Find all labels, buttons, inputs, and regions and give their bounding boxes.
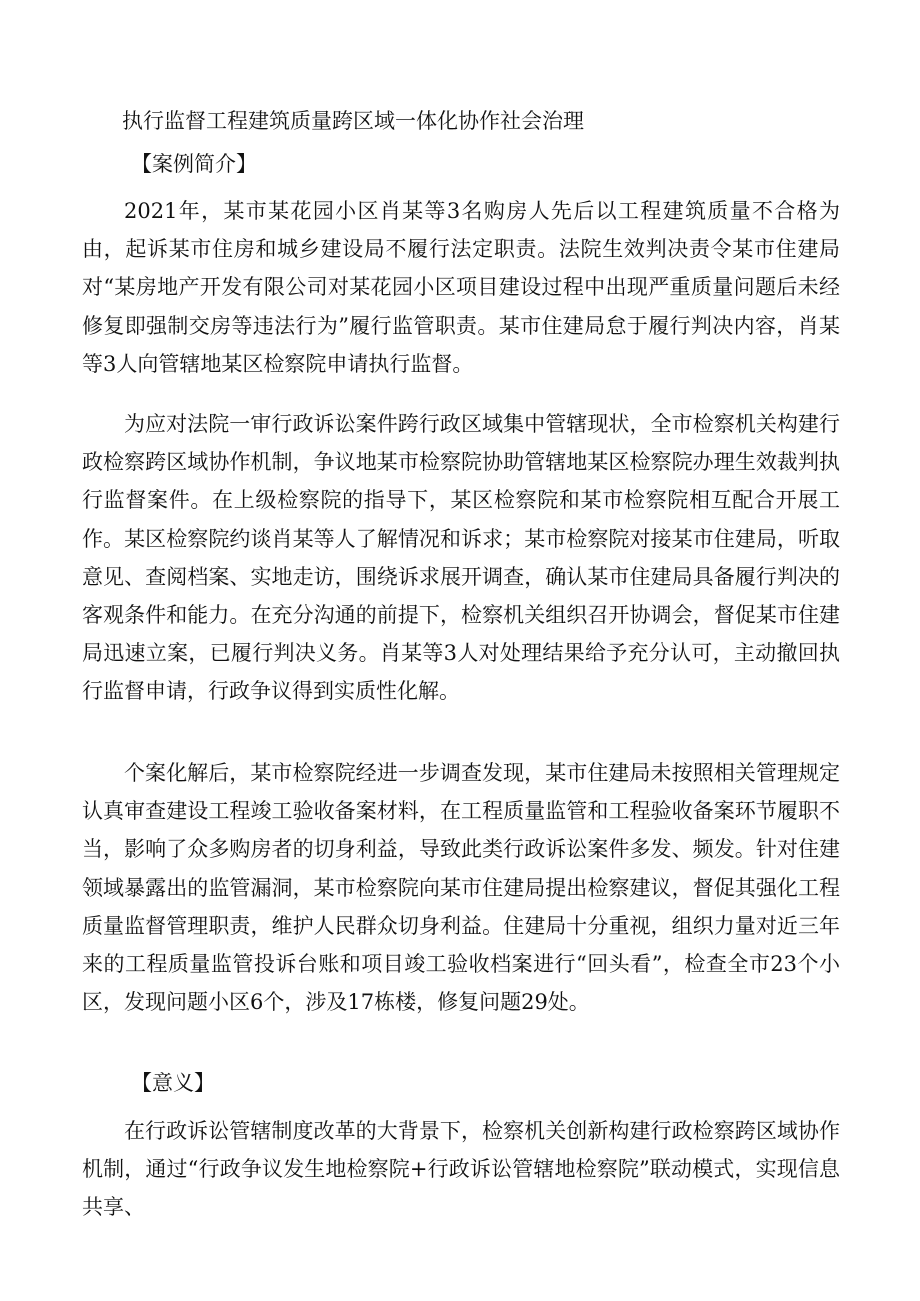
paragraph-significance: 在行政诉讼管辖制度改革的大背景下，检察机关创新构建行政检察跨区域协作机制，通过“行政争议发生地检察院+行政诉讼管辖地检察院”联动模式，实现信息共享、 — [82, 1119, 840, 1220]
paragraph-case-background: 2021年，某市某花园小区肖某等3名购房人先后以工程建筑质量不合格为由，起诉某市住房和城乡建设局不履行法定职责。法院生效判决责令某市住建局对“某房地产开发有限公司对某花园小区项目建设过程中出现严重质量问题后未经修复即强制交房等违法行为”履行监管职责。某市住建局怠于履行判决内容，肖某等3人向管辖地某区检察院申请执行监督。 — [82, 199, 840, 376]
paragraph-cross-region-mechanism: 为应对法院一审行政诉讼案件跨行政区域集中管辖现状，全市检察机关构建行政检察跨区域协作机制，争议地某市检察院协助管辖地某区检察院办理生效裁判执行监督案件。在上级检察院的指导下，某区检察院和某市检察院相互配合开展工作。某区检察院约谈肖某等人了解情况和诉求；某市检察院对接某市住建局，听取意见、查阅档案、实地走访，围绕诉求展开调查，确认某市住建局具备履行判决的客观条件和能力。在充分沟通的前提下，检察机关组织召开协调会，督促某市住建局迅速立案，已履行判决义务。肖某等3人对处理结果给予充分认可，主动撤回执行监督申请，行政争议得到实质性化解。 — [82, 412, 840, 704]
document-title: 执行监督工程建筑质量跨区域一体化协作社会治理 — [122, 109, 584, 133]
section-heading-significance: 【意义】 — [131, 1071, 215, 1095]
section-heading-case-summary: 【案例简介】 — [131, 152, 257, 176]
paragraph-procuratorial-suggestion: 个案化解后，某市检察院经进一步调查发现，某市住建局未按照相关管理规定认真审查建设工程竣工验收备案材料，在工程质量监管和工程验收备案环节履职不当，影响了众多购房者的切身利益，导致此类行政诉讼案件多发、频发。针对住建领域暴露出的监管漏洞，某市检察院向某市住建局提出检察建议，督促其强化工程质量监督管理职责，维护人民群众切身利益。住建局十分重视，组织力量对近三年来的工程质量监管投诉台账和项目竣工验收档案进行“回头看”，检查全市23个小区，发现问题小区6个，涉及17栋楼，修复问题29处。 — [82, 761, 840, 1015]
